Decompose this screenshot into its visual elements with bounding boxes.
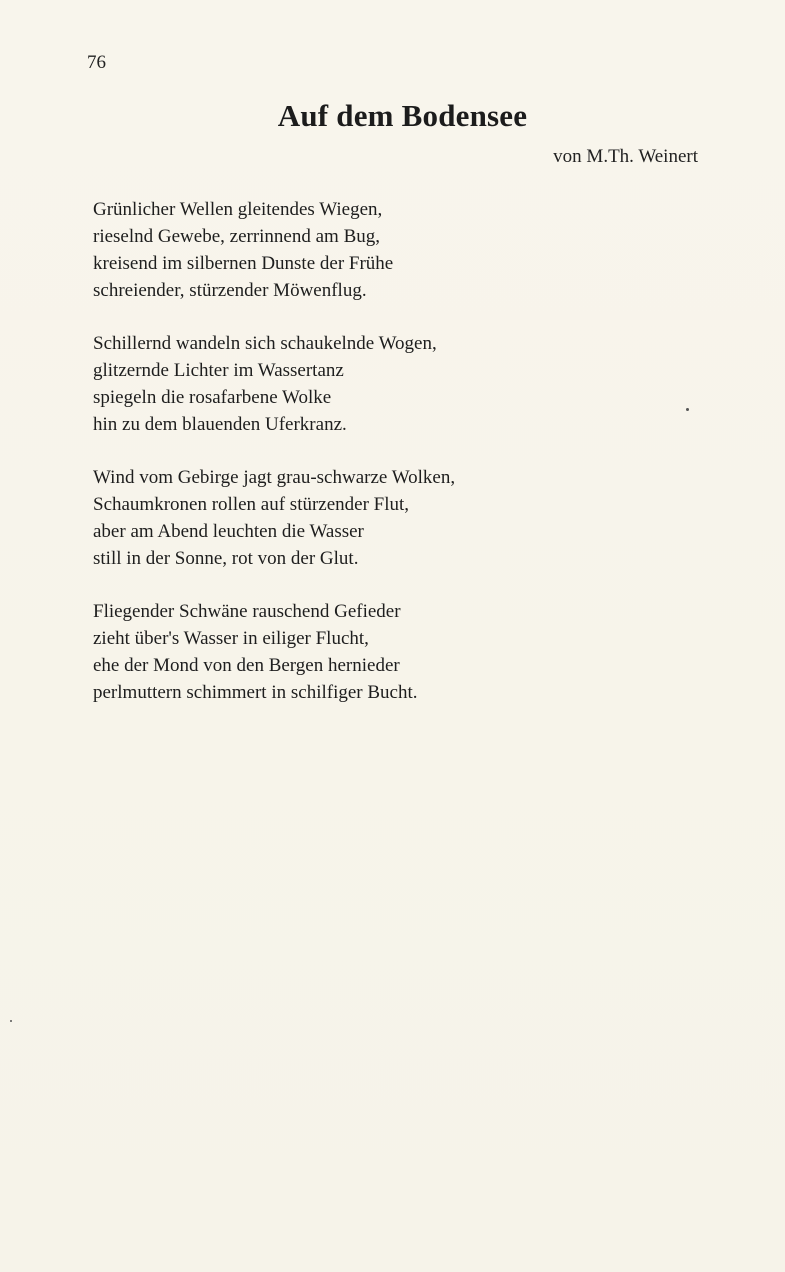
poem-line: aber am Abend leuchten die Wasser bbox=[93, 521, 364, 542]
poem-line: ehe der Mond von den Bergen hernieder bbox=[93, 655, 400, 676]
poem-line: schreiender, stürzender Möwenflug. bbox=[93, 280, 367, 301]
poem-line: Fliegender Schwäne rauschend Gefieder bbox=[93, 601, 401, 622]
stanza bbox=[93, 464, 733, 572]
poem-line: Schaumkronen rollen auf stürzender Flut, bbox=[93, 494, 410, 515]
poem-line: Wind vom Gebirge jagt grau-schwarze Wolken, bbox=[93, 467, 456, 488]
poem-body bbox=[93, 196, 733, 732]
poem-line: kreisend im silbernen Dunste der Frühe bbox=[93, 253, 394, 274]
page-number: 76 bbox=[87, 52, 106, 73]
poem-line: zieht über's Wasser in eiliger Flucht, bbox=[93, 628, 369, 649]
paper-speck bbox=[686, 408, 689, 411]
poem-line: hin zu dem blauenden Uferkranz. bbox=[93, 414, 347, 435]
poem-line: still in der Sonne, rot von der Glut. bbox=[93, 548, 359, 569]
stanza bbox=[93, 598, 733, 706]
poem-line: spiegeln die rosafarbene Wolke bbox=[93, 387, 332, 408]
poem-title: Auf dem Bodensee bbox=[277, 98, 528, 133]
poem-line: Schillernd wandeln sich schaukelnde Wogen, bbox=[93, 333, 437, 354]
poem-line: glitzernde Lichter im Wassertanz bbox=[93, 360, 344, 381]
stanza bbox=[93, 196, 733, 304]
poem-line: Grünlicher Wellen gleitendes Wiegen, bbox=[93, 199, 383, 220]
stanza bbox=[93, 330, 733, 438]
poem-line: rieselnd Gewebe, zerrinnend am Bug, bbox=[93, 226, 381, 247]
poem-author: von M.Th. Weinert bbox=[553, 146, 698, 167]
poem-line: perlmuttern schimmert in schilfiger Bucht. bbox=[93, 682, 418, 703]
paper-speck bbox=[10, 1020, 12, 1022]
